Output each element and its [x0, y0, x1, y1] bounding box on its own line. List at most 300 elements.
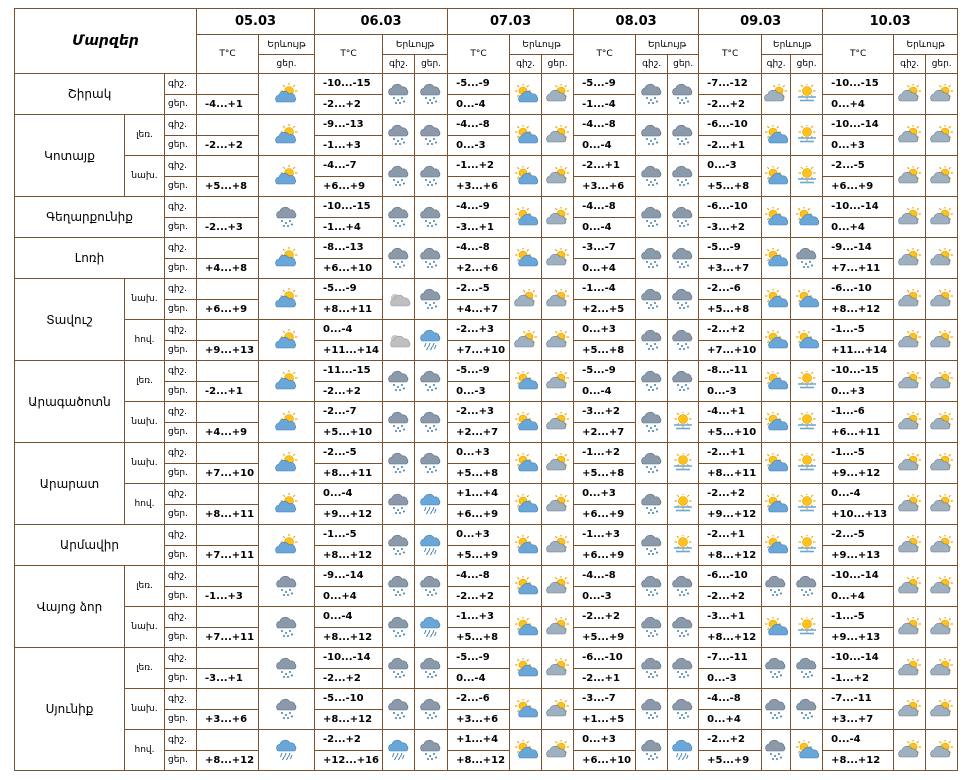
temp-header: T°C [823, 35, 894, 74]
night-subheader: գիշ. [636, 55, 668, 74]
temp-header: T°C [315, 35, 383, 74]
snow-icon [668, 370, 698, 392]
weather-cell [259, 74, 315, 115]
weather-cell-night [510, 648, 542, 689]
weather-cell-night [762, 402, 791, 443]
weather-cell-night [636, 607, 668, 648]
temperature-cell: -2...-5 [823, 525, 894, 546]
temperature-cell: 0...-3 [699, 668, 762, 689]
temperature-cell [197, 115, 259, 136]
sun-haze-icon [791, 84, 822, 104]
snow-icon [383, 206, 414, 228]
sun-cloud-icon [762, 289, 790, 309]
sun-cloud-icon [510, 248, 541, 268]
temperature-cell: -2...+1 [197, 381, 259, 402]
temperature-cell: -7...-11 [699, 648, 762, 669]
date-header: 09.03 [699, 9, 823, 35]
snow-icon [383, 124, 414, 146]
weather-cell-day [668, 115, 699, 156]
weather-cell-night [762, 607, 791, 648]
weather-cell-day [415, 525, 448, 566]
sun-cloud-icon [791, 330, 822, 350]
table-row [15, 74, 958, 95]
weather-cell-day [542, 238, 574, 279]
date-header: 05.03 [197, 9, 315, 35]
sun-cloud-icon [510, 535, 541, 555]
temperature-cell: -6...-10 [823, 279, 894, 300]
temperature-cell: -2...-5 [315, 443, 383, 464]
time-of-day: գիշ. [165, 197, 197, 218]
weather-cell-night [894, 648, 926, 689]
cloudy-sun-icon [926, 699, 957, 719]
temperature-cell: 0...+3 [823, 381, 894, 402]
rain-icon [668, 739, 698, 761]
snow-icon [259, 206, 314, 228]
rain-icon [415, 329, 447, 351]
weather-cell-night [636, 566, 668, 607]
snow-icon [668, 165, 698, 187]
temp-header: T°C [448, 35, 510, 74]
time-of-day: գիշ. [165, 156, 197, 177]
cloudy-sun-icon [894, 125, 925, 145]
temperature-cell: -2...+2 [197, 135, 259, 156]
temperature-cell: +7...+11 [823, 258, 894, 279]
phenomena-header: Երևույթ [894, 35, 958, 55]
weather-cell-day [926, 730, 958, 771]
snow-icon [668, 616, 698, 638]
partly-cloudy-icon [259, 411, 314, 433]
time-of-day: ցեր. [165, 299, 197, 320]
cloudy-sun-icon [926, 330, 957, 350]
weather-cell-night [894, 443, 926, 484]
temperature-cell: +2...+7 [574, 422, 636, 443]
weather-cell-night [894, 607, 926, 648]
temperature-cell: +2...+6 [448, 258, 510, 279]
weather-cell-night [894, 402, 926, 443]
temperature-cell: -1...+2 [574, 443, 636, 464]
snow-icon [415, 247, 447, 269]
weather-cell-night [894, 730, 926, 771]
temperature-cell: 0...+3 [448, 443, 510, 464]
cloudy-sun-icon [926, 371, 957, 391]
weather-cell-night [636, 320, 668, 361]
zone-label: նախ. [125, 443, 165, 484]
cloudy-sun-icon [542, 412, 573, 432]
time-of-day: ցեր. [165, 504, 197, 525]
weather-cell-night [894, 74, 926, 115]
weather-cell-night [636, 361, 668, 402]
weather-cell-night [762, 74, 791, 115]
temperature-cell: -2...+1 [699, 443, 762, 464]
temperature-cell: +8...+11 [315, 299, 383, 320]
snow-icon [791, 698, 822, 720]
temperature-cell: -10...-14 [315, 648, 383, 669]
weather-cell-day [668, 156, 699, 197]
temperature-cell: -4...-8 [448, 566, 510, 587]
weather-cell-day [791, 115, 823, 156]
temperature-cell: +3...+6 [448, 176, 510, 197]
temperature-cell [197, 648, 259, 669]
snow-icon [383, 247, 414, 269]
time-of-day: ցեր. [165, 381, 197, 402]
region-name: Արագածոտն [15, 361, 125, 443]
cloudy-sun-icon [542, 248, 573, 268]
phenomena-header: Երևույթ [510, 35, 574, 55]
temperature-cell: +1...+4 [448, 730, 510, 751]
zone-label: լեռ. [125, 361, 165, 402]
temperature-cell: -6...-10 [574, 648, 636, 669]
temperature-cell: -2...+2 [699, 484, 762, 505]
weather-cell-day [926, 361, 958, 402]
region-name: Տավուշ [15, 279, 125, 361]
temperature-cell: -1...-4 [574, 279, 636, 300]
weather-cell-day [415, 238, 448, 279]
weather-cell-day [926, 566, 958, 607]
temperature-cell: +5...+9 [699, 750, 762, 771]
weather-cell-day [926, 484, 958, 525]
weather-cell-day [542, 648, 574, 689]
zone-label: լեռ. [125, 566, 165, 607]
table-row [15, 402, 958, 423]
weather-cell-day [791, 689, 823, 730]
region-name: Կոտայք [15, 115, 125, 197]
temperature-cell: -1...+2 [823, 668, 894, 689]
partly-cloudy-icon [259, 329, 314, 351]
snow-icon [383, 370, 414, 392]
temperature-cell: -5...-9 [448, 361, 510, 382]
partly-cloudy-icon [259, 493, 314, 515]
cloudy-sun-icon [762, 84, 790, 104]
temperature-cell: +11...+14 [823, 340, 894, 361]
temperature-cell: -2...+1 [699, 135, 762, 156]
temperature-cell: +6...+9 [823, 176, 894, 197]
partly-cloudy-icon [259, 83, 314, 105]
temperature-cell: -2...+1 [574, 668, 636, 689]
temperature-cell: +5...+8 [574, 463, 636, 484]
weather-cell-night [510, 607, 542, 648]
weather-cell-night [383, 730, 415, 771]
temperature-cell: -2...+2 [448, 586, 510, 607]
rain-icon [415, 493, 447, 515]
phenomena-header: Երևույթ [383, 35, 448, 55]
table-row [15, 730, 958, 751]
time-of-day: ցեր. [165, 463, 197, 484]
weather-cell-night [383, 648, 415, 689]
snow-icon [636, 247, 667, 269]
snow-icon [668, 124, 698, 146]
weather-cell-day [668, 74, 699, 115]
temperature-cell: +6...+10 [315, 258, 383, 279]
temperature-cell: +5...+8 [448, 627, 510, 648]
temperature-cell: +8...+12 [699, 627, 762, 648]
cloudy-sun-icon [894, 84, 925, 104]
table-row [15, 279, 958, 300]
weather-cell-night [762, 320, 791, 361]
temperature-cell: -4...-8 [448, 115, 510, 136]
cloudy-sun-icon [894, 699, 925, 719]
weather-cell-day [791, 607, 823, 648]
time-of-day: գիշ. [165, 115, 197, 136]
rain-icon [415, 534, 447, 556]
temperature-cell: +7...+10 [448, 340, 510, 361]
time-of-day: գիշ. [165, 689, 197, 710]
weather-cell-day [415, 566, 448, 607]
weather-cell-night [510, 484, 542, 525]
temperature-cell: +1...+5 [574, 709, 636, 730]
temperature-cell: -2...-6 [448, 689, 510, 710]
snow-icon [636, 370, 667, 392]
cloudy-sun-icon [894, 494, 925, 514]
sun-cloud-icon [510, 166, 541, 186]
time-of-day: գիշ. [165, 484, 197, 505]
weather-cell-day [542, 115, 574, 156]
snow-icon [259, 657, 314, 679]
temperature-cell [197, 361, 259, 382]
snow-icon [415, 657, 447, 679]
temperature-cell: -2...+2 [699, 730, 762, 751]
weather-cell-night [383, 197, 415, 238]
cloudy-sun-icon [894, 207, 925, 227]
sun-cloud-icon [510, 125, 541, 145]
weather-cell-day [926, 156, 958, 197]
sun-cloud-icon [510, 658, 541, 678]
temperature-cell: +6...+9 [197, 299, 259, 320]
temperature-cell: +3...+6 [197, 709, 259, 730]
temperature-cell: 0...+3 [448, 525, 510, 546]
temperature-cell [197, 443, 259, 464]
temperature-cell: -1...+3 [574, 525, 636, 546]
weather-cell-night [510, 443, 542, 484]
temperature-cell: +6...+10 [574, 750, 636, 771]
sun-haze-icon [668, 494, 698, 514]
temperature-cell: -1...-5 [823, 320, 894, 341]
weather-cell-night [894, 197, 926, 238]
snow-icon [636, 288, 667, 310]
phenomena-header: Երևույթ [259, 35, 315, 55]
weather-cell-night [762, 566, 791, 607]
snow-icon [791, 247, 822, 269]
weather-cell [259, 279, 315, 320]
snow-icon [415, 370, 447, 392]
temperature-cell: -9...-14 [315, 566, 383, 587]
snow-icon [415, 452, 447, 474]
cloudy-sun-icon [894, 535, 925, 555]
temperature-cell: +5...+9 [448, 545, 510, 566]
temperature-cell [197, 689, 259, 710]
weather-cell-day [668, 238, 699, 279]
weather-cell-day [926, 525, 958, 566]
weather-cell-day [668, 607, 699, 648]
weather-cell-day [415, 361, 448, 402]
weather-cell-night [894, 525, 926, 566]
temperature-cell: -4...-9 [448, 197, 510, 218]
weather-cell-day [926, 197, 958, 238]
zone-label: նախ. [125, 402, 165, 443]
temperature-cell: -2...+2 [699, 320, 762, 341]
cloudy-sun-icon [894, 289, 925, 309]
weather-cell-night [762, 730, 791, 771]
snow-icon [636, 698, 667, 720]
weather-cell-day [926, 238, 958, 279]
weather-cell-day [542, 689, 574, 730]
cloudy-sun-icon [542, 289, 573, 309]
snow-icon [636, 657, 667, 679]
weather-cell-night [383, 566, 415, 607]
weather-cell-day [542, 607, 574, 648]
time-of-day: գիշ. [165, 320, 197, 341]
time-of-day: ցեր. [165, 750, 197, 771]
partly-cloudy-icon [259, 452, 314, 474]
weather-cell-night [510, 525, 542, 566]
table-row [15, 484, 958, 505]
weather-cell-day [415, 320, 448, 361]
partly-cloudy-icon [259, 370, 314, 392]
weather-cell-day [668, 566, 699, 607]
cloudy-sun-icon [926, 207, 957, 227]
weather-cell-night [510, 689, 542, 730]
temperature-cell: -1...-4 [574, 94, 636, 115]
weather-cell-night [383, 689, 415, 730]
temperature-cell: 0...+3 [574, 484, 636, 505]
temperature-cell: +8...+11 [197, 504, 259, 525]
weather-cell-day [791, 197, 823, 238]
snow-icon [383, 165, 414, 187]
weather-cell-night [510, 156, 542, 197]
sun-cloud-icon [762, 494, 790, 514]
sun-haze-icon [791, 371, 822, 391]
partly-cloudy-icon [259, 534, 314, 556]
temperature-cell: -10...-15 [315, 197, 383, 218]
weather-cell-day [415, 607, 448, 648]
weather-cell-night [636, 115, 668, 156]
sun-cloud-icon [762, 330, 790, 350]
weather-cell-day [668, 402, 699, 443]
temperature-cell: -10...-14 [823, 648, 894, 669]
sun-cloud-icon [762, 125, 790, 145]
night-subheader: գիշ. [894, 55, 926, 74]
temperature-cell: -2...+2 [315, 668, 383, 689]
weather-cell-night [636, 689, 668, 730]
time-of-day: գիշ. [165, 361, 197, 382]
snow-icon [668, 288, 698, 310]
day-subheader: ցեր. [542, 55, 574, 74]
snow-icon [383, 83, 414, 105]
sun-haze-icon [791, 617, 822, 637]
time-of-day: ցեր. [165, 217, 197, 238]
temperature-cell: 0...-3 [448, 135, 510, 156]
temperature-cell: -2...-6 [699, 279, 762, 300]
weather-cell-day [791, 525, 823, 566]
temperature-cell: 0...-4 [315, 607, 383, 628]
table-row [15, 566, 958, 587]
weather-cell-day [415, 115, 448, 156]
cloudy-sun-icon [926, 494, 957, 514]
weather-cell-day [791, 443, 823, 484]
sun-cloud-icon [510, 740, 541, 760]
temperature-cell: -8...-11 [699, 361, 762, 382]
snow-icon [762, 657, 790, 679]
weather-cell-night [894, 156, 926, 197]
temperature-cell: -5...-9 [574, 74, 636, 95]
temperature-cell: -1...+4 [315, 217, 383, 238]
sun-cloud-icon [510, 412, 541, 432]
temperature-cell: +7...+11 [197, 545, 259, 566]
temperature-cell: -2...+3 [197, 217, 259, 238]
weather-cell [259, 525, 315, 566]
cloudy-sun-icon [926, 576, 957, 596]
region-name: Վայոց ձոր [15, 566, 125, 648]
snow-icon [636, 83, 667, 105]
time-of-day: գիշ. [165, 443, 197, 464]
regions-header: Մարզեր [15, 9, 197, 74]
time-of-day: ցեր. [165, 422, 197, 443]
sun-cloud-icon [791, 740, 822, 760]
temperature-cell: -1...+3 [448, 607, 510, 628]
cloudy-sun-icon [542, 330, 573, 350]
temperature-cell: +2...+7 [448, 422, 510, 443]
temperature-cell [197, 156, 259, 177]
phenomena-header: Երևույթ [636, 35, 699, 55]
weather-cell-day [791, 402, 823, 443]
rain-icon [415, 616, 447, 638]
temperature-cell: +8...+12 [823, 750, 894, 771]
weather-cell-day [926, 607, 958, 648]
weather-cell-night [636, 730, 668, 771]
weather-cell [259, 238, 315, 279]
temperature-cell: 0...-4 [574, 217, 636, 238]
weather-cell-day [668, 443, 699, 484]
sun-cloud-icon [510, 207, 541, 227]
temperature-cell: +1...+4 [448, 484, 510, 505]
grey-cloud-icon [383, 330, 414, 350]
temperature-cell: +4...+8 [197, 258, 259, 279]
weather-cell-night [762, 279, 791, 320]
temperature-cell: -2...+3 [448, 402, 510, 423]
temperature-cell: +7...+10 [197, 463, 259, 484]
rain-icon [259, 739, 314, 761]
snow-icon [259, 616, 314, 638]
weather-cell-night [762, 689, 791, 730]
snow-icon [259, 575, 314, 597]
temperature-cell [197, 484, 259, 505]
cloudy-sun-icon [542, 207, 573, 227]
weather-cell-day [668, 361, 699, 402]
cloudy-sun-icon [894, 330, 925, 350]
temperature-cell: -1...-5 [823, 607, 894, 628]
weather-cell-night [383, 115, 415, 156]
weather-cell-night [383, 238, 415, 279]
sun-haze-icon [791, 494, 822, 514]
temperature-cell: +5...+8 [699, 176, 762, 197]
weather-cell-day [415, 443, 448, 484]
cloudy-sun-icon [542, 617, 573, 637]
day-subheader: ցեր. [668, 55, 699, 74]
snow-icon [762, 698, 790, 720]
temperature-cell: -4...-8 [574, 197, 636, 218]
region-name: Գեղարքունիք [15, 197, 165, 238]
temperature-cell: +3...+7 [699, 258, 762, 279]
cloudy-sun-icon [510, 289, 541, 309]
snow-icon [668, 206, 698, 228]
day-subheader: ցեր. [259, 55, 315, 74]
snow-icon [415, 206, 447, 228]
weather-cell [259, 443, 315, 484]
date-header: 10.03 [823, 9, 958, 35]
cloudy-sun-icon [926, 658, 957, 678]
weather-cell-day [668, 730, 699, 771]
table-row [15, 648, 958, 669]
weather-cell-night [762, 443, 791, 484]
